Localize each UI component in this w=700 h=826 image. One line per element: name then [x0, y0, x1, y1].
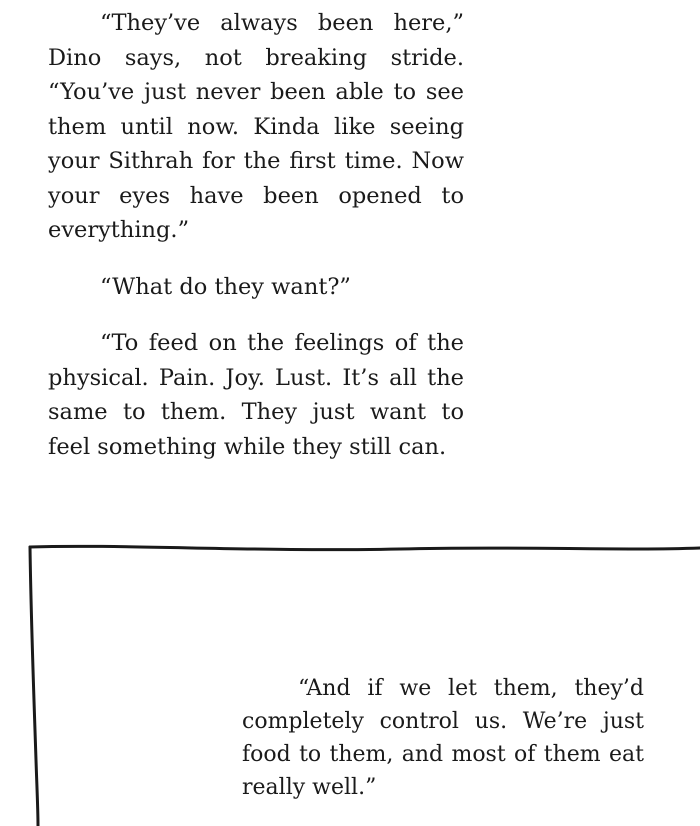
paragraph-question: “What do they want?”	[100, 273, 351, 300]
panel-caption: “And if we let them, they’d completely control us. We’re just food to them, and most of them eat really well.”	[242, 676, 644, 800]
paragraph-dino-dialogue: “They’ve always been here,” Dino says, not breaking stride. “You’ve just never been able to see them until now. Kinda like seeing your Sithrah for the first time. Now your eyes have been opened to everything.”	[48, 10, 464, 243]
paragraph-answer: “To feed on the feelings of the physical. Pain. Joy. Lust. It’s all the same to them. They just want to feel something while they still can.	[48, 330, 464, 460]
panel-left-border	[30, 547, 38, 826]
panel-top-border	[30, 546, 700, 549]
